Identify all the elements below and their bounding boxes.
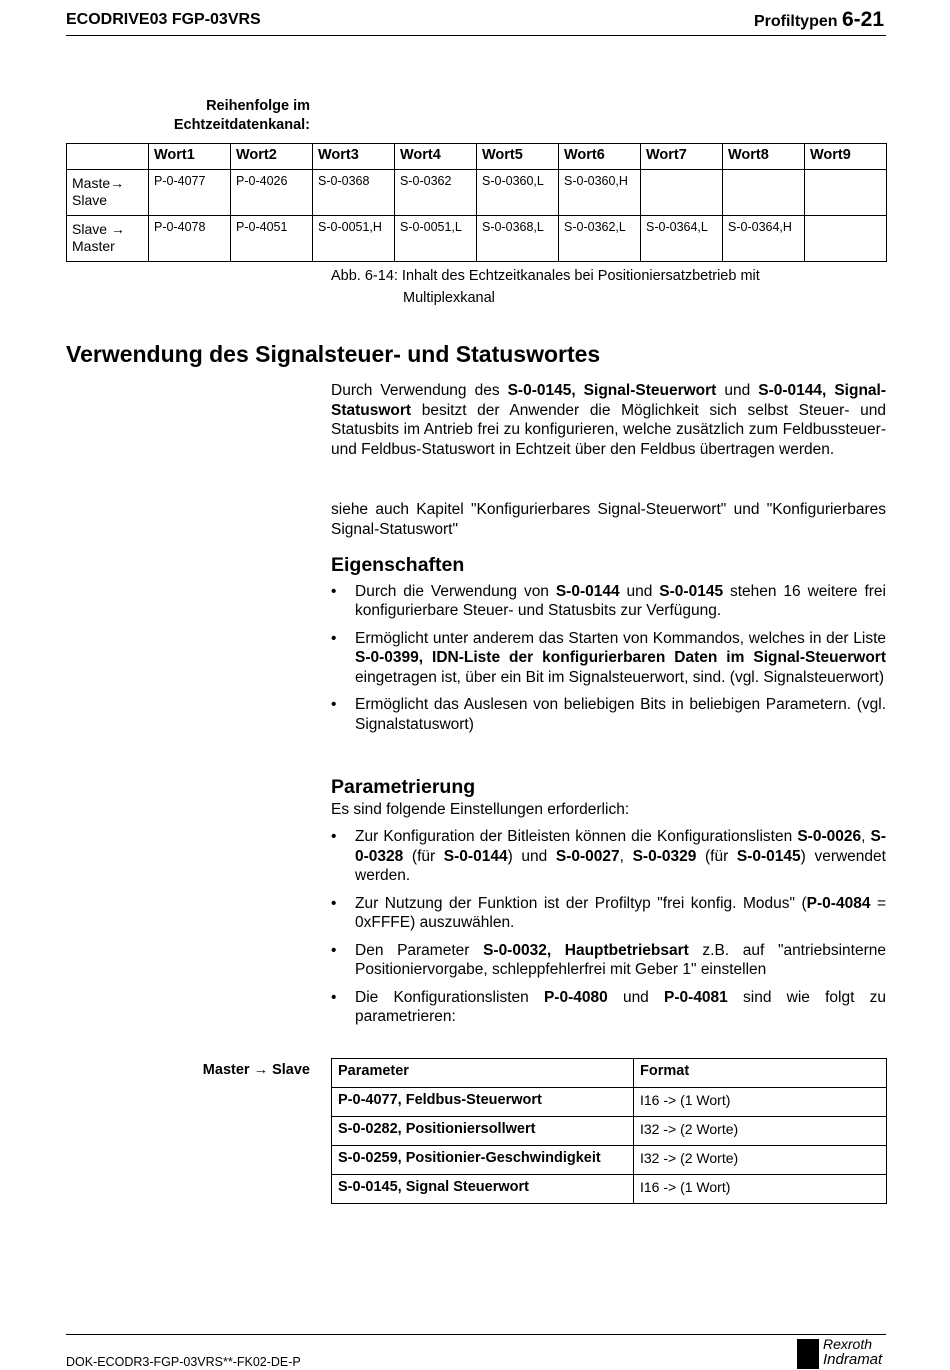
table-header-cell: Wort5 (477, 144, 559, 170)
table-cell (641, 170, 723, 216)
logo-text-top: Rexroth (823, 1336, 873, 1352)
realtime-channel-table (66, 143, 887, 262)
table-cell: P-0-4077, Feldbus-Steuerwort (332, 1088, 634, 1117)
table-cell: P-0-4077 (149, 170, 231, 216)
table-header-cell (67, 144, 149, 170)
running-header-right (754, 8, 884, 32)
bullet-icon: • (331, 894, 337, 912)
sequence-label-line1: Reihenfolge im (206, 98, 310, 114)
param-ref: S-0-0144 (443, 847, 508, 865)
rexroth-indramat-logo (797, 1337, 887, 1370)
param-ref: P-0-4084 (806, 894, 871, 912)
sequence-label (120, 97, 310, 135)
table-row (332, 1117, 887, 1146)
table-header-cell: Parameter (332, 1059, 634, 1088)
param-ref: S-0-0144, Signal-Statuswort (331, 382, 887, 419)
text: Zur Konfiguration der Bitleisten können die Konfigurationslisten (355, 828, 798, 845)
table-cell: S-0-0282, Positioniersollwert (332, 1117, 634, 1146)
text: Ermöglicht unter anderem das Starten von Kommandos, welches in der Liste (355, 629, 886, 647)
table-cell: S-0-0051,L (395, 216, 477, 262)
sequence-label-line2: Echtzeitdatenkanal: (173, 117, 310, 133)
table-cell: S-0-0364,H (723, 216, 805, 262)
text: und (607, 988, 665, 1006)
parametrierung-section (331, 778, 886, 1035)
text: besitzt der Anwender die Möglichkeit sich selbst Steuer- und Statusbits im Antrieb frei zu konfigurieren, welche zusätzlich zum Feldbussteuer- und Feldbus-Statuswort in Echtzeit über den Feldbus übertragen werden. (331, 401, 886, 458)
section-title: Verwendung des Signalsteuer- und Statuswortes (66, 341, 601, 367)
table-row (332, 1146, 887, 1175)
param-ref: S-0-0144 (555, 582, 620, 600)
header-rule (66, 35, 886, 36)
bullet-icon: • (331, 629, 337, 647)
table-header-cell: Format (634, 1059, 887, 1088)
param-ref: P-0-4081 (664, 988, 728, 1006)
table-header-row (332, 1059, 887, 1088)
table-header-cell: Wort3 (313, 144, 395, 170)
table-cell: P-0-4078 (149, 216, 231, 262)
see-also-text: siehe auch Kapitel "Konfigurierbares Signal-Steuerwort" und "Konfigurierbares Signal-Statuswort" (331, 501, 886, 538)
row-label (67, 170, 149, 216)
text: Den Parameter (355, 941, 484, 959)
table-cell (805, 216, 887, 262)
text: und (619, 582, 660, 600)
intro-paragraph (331, 381, 886, 459)
see-also-paragraph (331, 500, 886, 539)
table-row (332, 1088, 887, 1117)
param-ref: S-0-0399, IDN-Liste der konfigurierbaren Daten im Signal-Steuerwort (355, 649, 886, 666)
table-cell: S-0-0362 (395, 170, 477, 216)
param-ref: S-0-0328 (355, 828, 886, 865)
figure-caption (331, 265, 886, 309)
text: ) verwendet werden. (355, 847, 886, 884)
table-cell: I16 -> (1 Wort) (634, 1088, 887, 1117)
text: eingetragen ist, über ein Bit im Signalsteuerwort, sind. (vgl. Signalsteuerwort) (355, 668, 884, 686)
parametrierung-intro: Es sind folgende Einstellungen erforderlich: (331, 800, 630, 818)
table-cell: S-0-0360,L (477, 170, 559, 216)
text: ) und (507, 847, 556, 865)
bullet-icon: • (331, 696, 337, 713)
logo-mark-icon (797, 1339, 819, 1369)
row-label (67, 216, 149, 262)
table-cell: S-0-0051,H (313, 216, 395, 262)
eigenschaften-section (331, 556, 886, 742)
bullet-icon: • (331, 828, 337, 845)
subsection-title: Parametrierung (331, 776, 476, 798)
table-cell: I32 -> (2 Worte) (634, 1117, 887, 1146)
table-cell: S-0-0145, Signal Steuerwort (332, 1175, 634, 1204)
text: (für (403, 847, 444, 865)
table-cell: P-0-4026 (231, 170, 313, 216)
bullet-icon: • (331, 941, 337, 959)
param-ref: S-0-0032, Hauptbetriebsart (483, 941, 689, 959)
properties-list (331, 582, 886, 735)
text: , (861, 828, 871, 845)
table-row (67, 170, 887, 216)
page-number: 6-21 (841, 8, 884, 31)
param-ref: S-0-0145 (659, 582, 724, 600)
text: und (716, 382, 759, 399)
table-header-row (67, 144, 887, 170)
subsection-title: Eigenschaften (331, 554, 465, 576)
table-cell (723, 170, 805, 216)
list-item (331, 582, 886, 621)
text: sind wie folgt zu parametrieren: (355, 988, 886, 1025)
master-slave-label: Master → Slave (202, 1062, 310, 1078)
text: = 0xFFFE) auszuwählen. (355, 894, 886, 931)
list-item (331, 941, 886, 980)
logo-text-bottom: Indramat (823, 1351, 883, 1368)
row-label-line2: Slave (72, 192, 108, 208)
table-header-cell: Wort8 (723, 144, 805, 170)
table-header-cell: Wort2 (231, 144, 313, 170)
bullet-icon: • (331, 582, 337, 600)
chapter-title: Profiltypen (753, 13, 838, 30)
footer-rule (66, 1334, 886, 1335)
settings-list (331, 827, 886, 1027)
text: z.B. auf "antriebsinterne Positioniervorgabe, schleppfehlerfrei mit Geber 1" einstellen (355, 941, 886, 978)
table-cell: S-0-0368,L (477, 216, 559, 262)
list-item (331, 827, 886, 886)
caption-line2: Multiplexkanal (403, 290, 495, 306)
param-ref: S-0-0027 (555, 847, 620, 865)
text: (für (696, 847, 737, 865)
row-label-line2: Master (72, 238, 115, 254)
table-cell: S-0-0364,L (641, 216, 723, 262)
list-item (331, 894, 886, 933)
table-cell: S-0-0368 (313, 170, 395, 216)
row-label-line1: Slave → (72, 221, 125, 237)
param-ref: S-0-0145 (736, 847, 801, 865)
table-cell: P-0-4051 (231, 216, 313, 262)
list-item (331, 695, 886, 734)
text: Durch Verwendung des (331, 382, 508, 399)
table-header-cell: Wort9 (805, 144, 887, 170)
list-item (331, 629, 886, 688)
table-cell (805, 170, 887, 216)
text: Die Konfigurationslisten (355, 988, 544, 1006)
table-header-cell: Wort7 (641, 144, 723, 170)
table-header-cell: Wort1 (149, 144, 231, 170)
text: stehen 16 weitere frei konfigurierbare Steuer- und Statusbits zur Verfügung. (355, 582, 886, 619)
text: Ermöglicht das Auslesen von beliebigen Bits in beliebigen Parametern. (vgl. Signalstatuswort) (355, 696, 886, 733)
param-ref: P-0-4080 (543, 988, 608, 1006)
config-list-table (331, 1058, 887, 1204)
running-header-left: ECODRIVE03 FGP-03VRS (66, 11, 261, 28)
param-ref: S-0-0329 (632, 847, 697, 865)
table-cell: S-0-0360,H (559, 170, 641, 216)
text: Durch die Verwendung von (355, 582, 556, 600)
list-item (331, 988, 886, 1027)
table-cell: I16 -> (1 Wort) (634, 1175, 887, 1204)
caption-line1: Abb. 6-14: Inhalt des Echtzeitkanales bei Positioniersatzbetrieb mit (331, 268, 760, 284)
table-header-cell: Wort4 (395, 144, 477, 170)
text: , (619, 847, 633, 865)
bullet-icon: • (331, 988, 337, 1006)
document-number: DOK-ECODR3-FGP-03VRS**-FK02-DE-P (66, 1355, 301, 1369)
row-label-line1: Maste→ (72, 175, 125, 191)
text: Zur Nutzung der Funktion ist der Profiltyp "frei konfig. Modus" ( (355, 894, 807, 912)
param-ref: S-0-0145, Signal-Steuerwort (507, 382, 717, 399)
table-cell: S-0-0362,L (559, 216, 641, 262)
table-cell: S-0-0259, Positionier-Geschwindigkeit (332, 1146, 634, 1175)
table-header-cell: Wort6 (559, 144, 641, 170)
table-row (67, 216, 887, 262)
table-row (332, 1175, 887, 1204)
param-ref: S-0-0026 (797, 828, 862, 845)
table-cell: I32 -> (2 Worte) (634, 1146, 887, 1175)
